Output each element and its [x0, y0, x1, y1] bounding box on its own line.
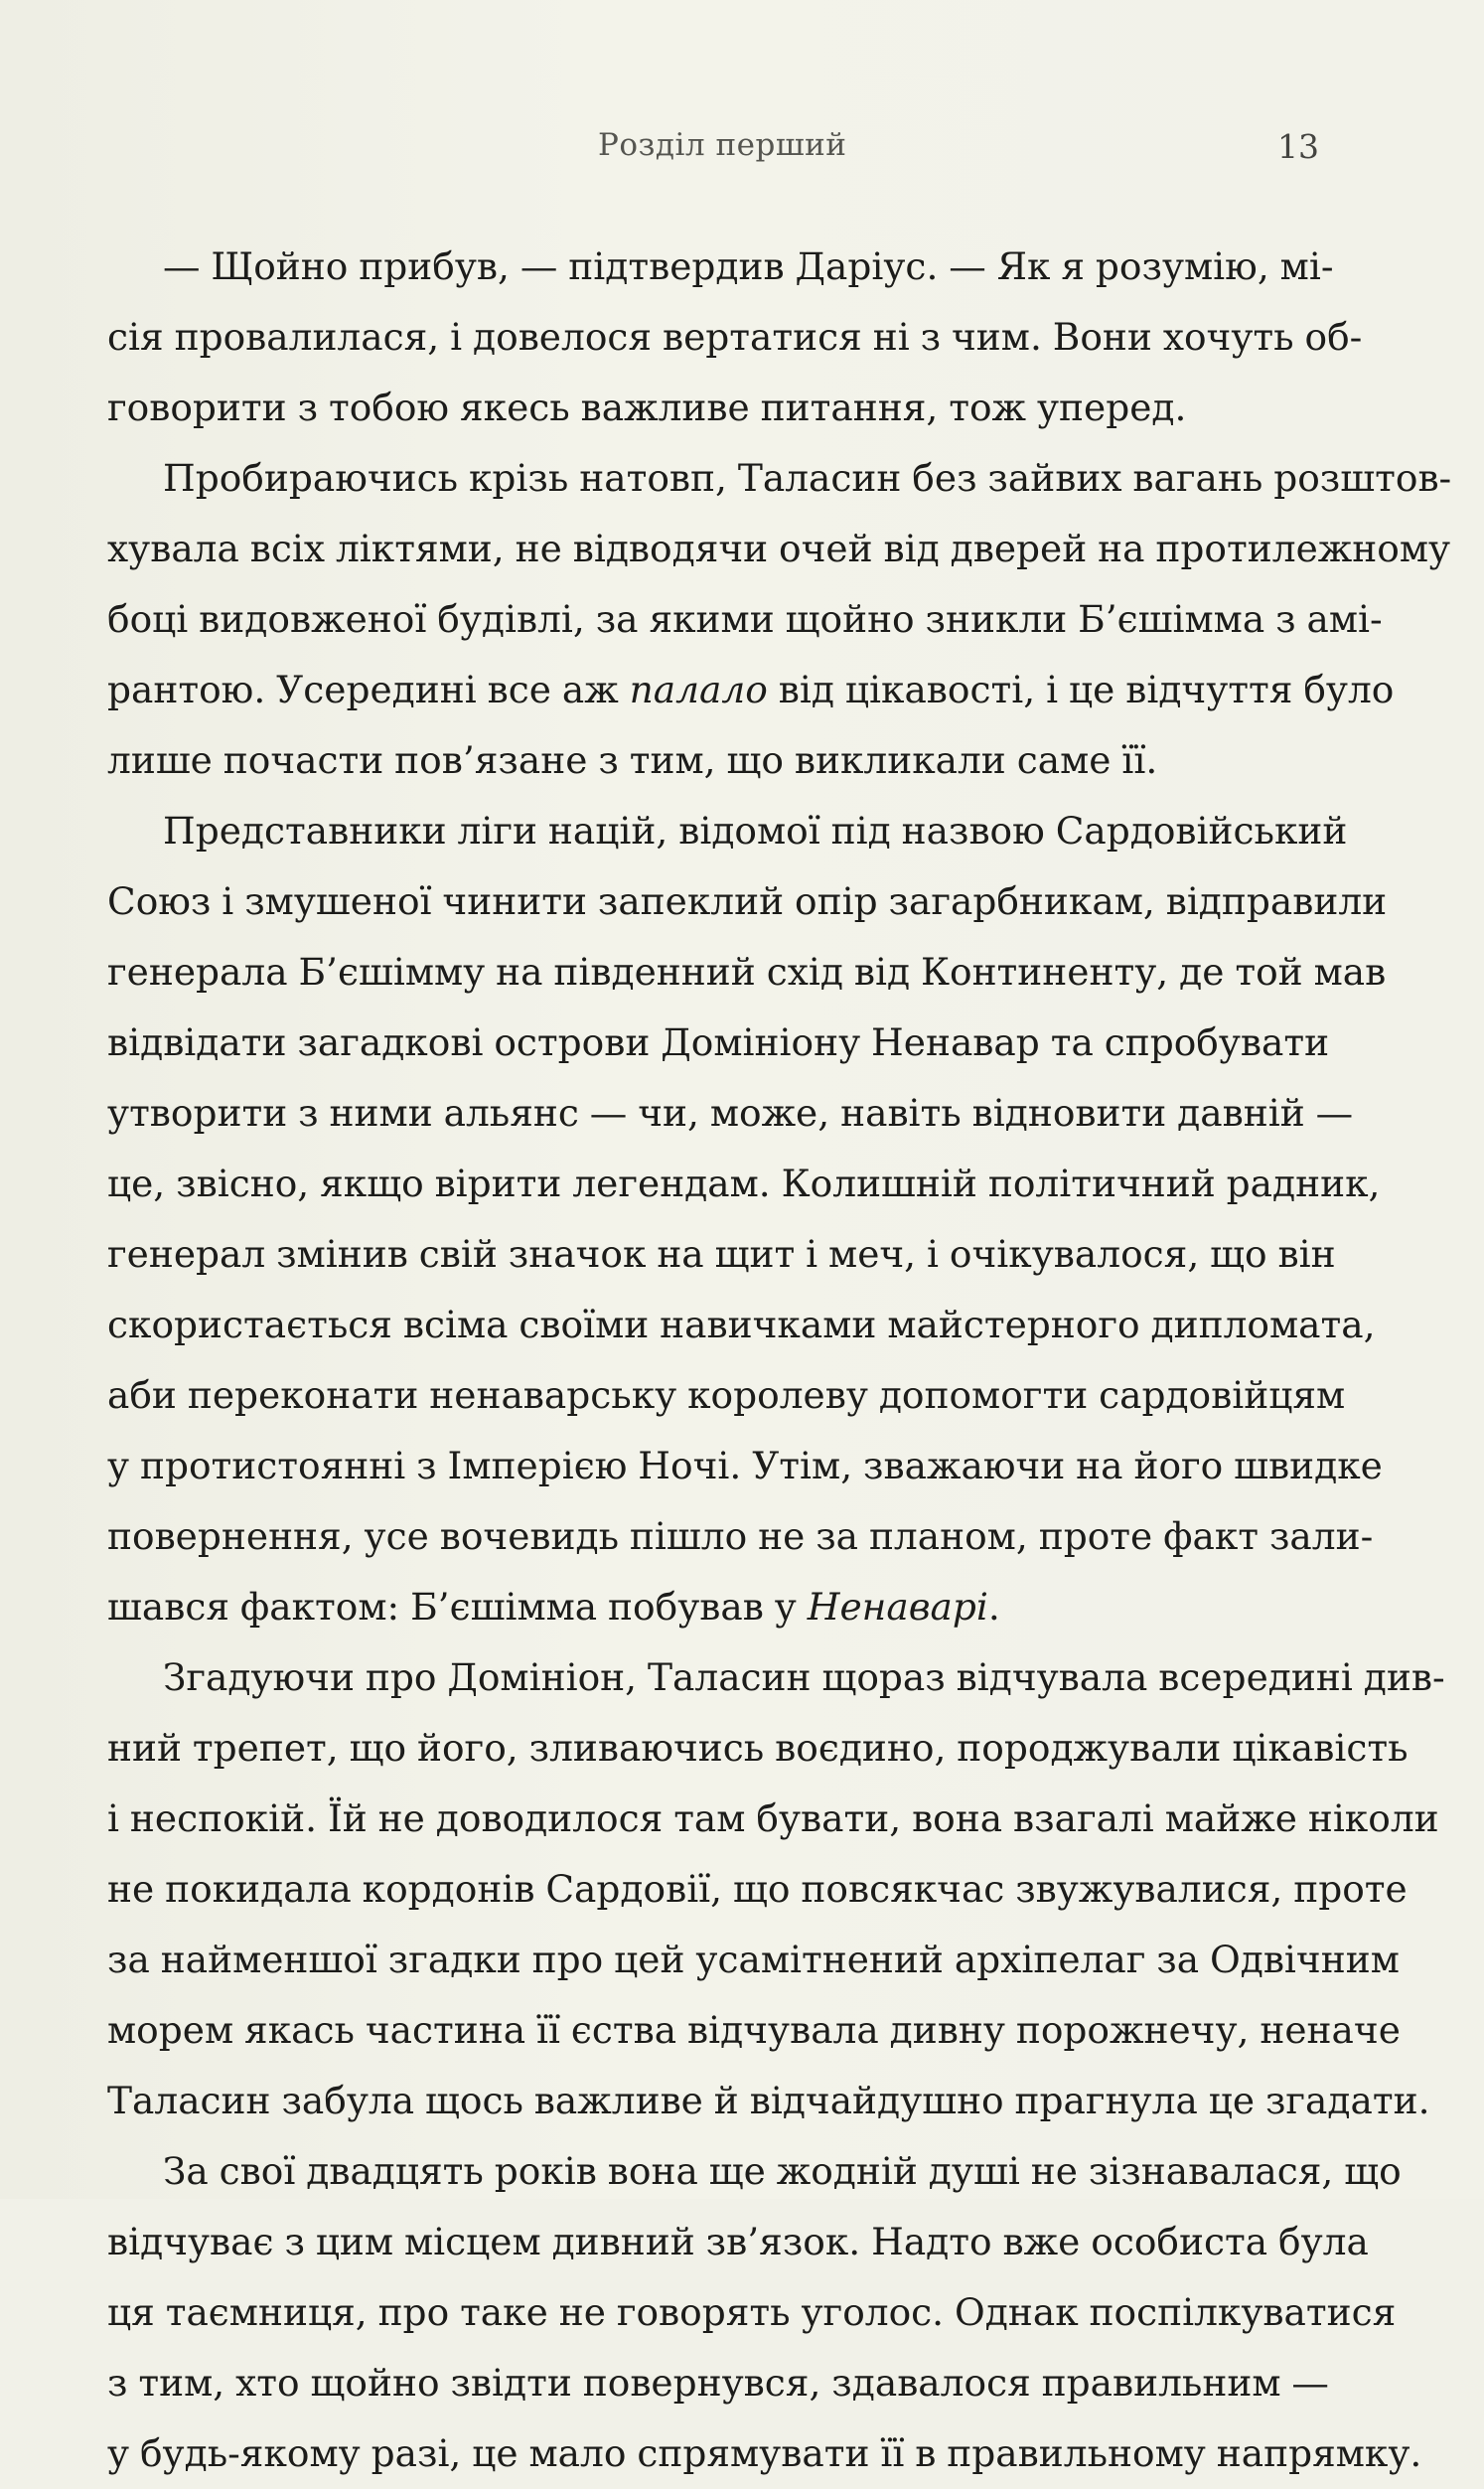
italic-emphasis: Ненаварі: [807, 1585, 988, 1629]
text-line: Союз і змушеної чинити запеклий опір загарбникам, відправили: [107, 879, 1388, 923]
text-line: — Щойно прибув, — підтвердив Даріус. — Як я розумію, мі-: [163, 244, 1334, 288]
text-line: рантою. Усередині все аж палало від цікавості, і це відчуття було: [107, 668, 1395, 711]
body-text: [107, 232, 1452, 2489]
text-line: ця таємниця, про таке не говорять уголос. Однак поспілкуватися: [107, 2290, 1397, 2334]
text-line: утворити з ними альянс — чи, може, навіть відновити давній —: [107, 1091, 1354, 1135]
text-line: у протистоянні з Імперією Ночі. Утім, зважаючи на його швидке: [107, 1444, 1383, 1487]
text-line: За свої двадцять років вона ще жодній душі не зізнавалася, що: [163, 2149, 1402, 2193]
text-line: генерала Б’єшімму на південний схід від Континенту, де той мав: [107, 950, 1387, 994]
text-line: сія провалилася, і довелося вертатися ні з чим. Вони хочуть об-: [107, 315, 1363, 359]
text-line: і неспокій. Їй не доводилося там бувати, вона взагалі майже ніколи: [107, 1796, 1439, 1840]
text-line: у будь-якому разі, це мало спрямувати її в правильному напрямку.: [107, 2431, 1422, 2475]
text-line: морем якась частина її єства відчувала дивну порожнечу, неначе: [107, 2008, 1401, 2052]
text-line: відвідати загадкові острови Домініону Ненавар та спробувати: [107, 1020, 1330, 1064]
text-line: це, звісно, якщо вірити легендам. Колишній політичний радник,: [107, 1162, 1381, 1205]
text-line: шався фактом: Б’єшімма побував у Ненаварі.: [107, 1585, 1000, 1629]
text-line: генерал змінив свій значок на щит і меч, і очікувалося, що він: [107, 1232, 1336, 1276]
text-line: скористається всіма своїми навичками майстерного дипломата,: [107, 1303, 1376, 1346]
text-line: Представники ліги націй, відомої під назвою Сардовійський: [163, 809, 1348, 853]
text-line: говорити з тобою якесь важливе питання, тож уперед.: [107, 386, 1187, 429]
text-line: боці видовженої будівлі, за якими щойно зникли Б’єшімма з амі-: [107, 597, 1383, 641]
page-number: 13: [1277, 127, 1319, 166]
running-head: [0, 127, 1484, 167]
chapter-title: Розділ перший: [598, 127, 847, 163]
text-line: з тим, хто щойно звідти повернувся, здавалося правильним —: [107, 2361, 1329, 2405]
text-line: ний трепет, що його, зливаючись воєдино, породжували цікавість: [107, 1726, 1409, 1770]
text-line: аби переконати ненаварську королеву допомогти сардовійцям: [107, 1373, 1346, 1417]
text-line: хувала всіх ліктями, не відводячи очей від дверей на протилежному: [107, 527, 1451, 570]
italic-emphasis: палало: [629, 668, 768, 711]
text-line: за найменшої згадки про цей усамітнений архіпелаг за Одвічним: [107, 1938, 1400, 1981]
text-line: Згадуючи про Домініон, Таласин щораз відчувала всередині див-: [163, 1655, 1445, 1699]
text-line: Таласин забула щось важливе й відчайдушно прагнула це згадати.: [107, 2079, 1430, 2122]
text-line: не покидала кордонів Сардовії, що повсякчас звужувалися, проте: [107, 1867, 1408, 1911]
text-line: відчуває з цим місцем дивний зв’язок. Надто вже особиста була: [107, 2220, 1369, 2263]
text-line: Пробираючись крізь натовп, Таласин без зайвих вагань розштов-: [163, 456, 1452, 500]
text-line: лише почасти пов’язане з тим, що викликали саме її.: [107, 738, 1158, 782]
text-line: повернення, усе вочевидь пішло не за планом, проте факт зали-: [107, 1514, 1374, 1558]
